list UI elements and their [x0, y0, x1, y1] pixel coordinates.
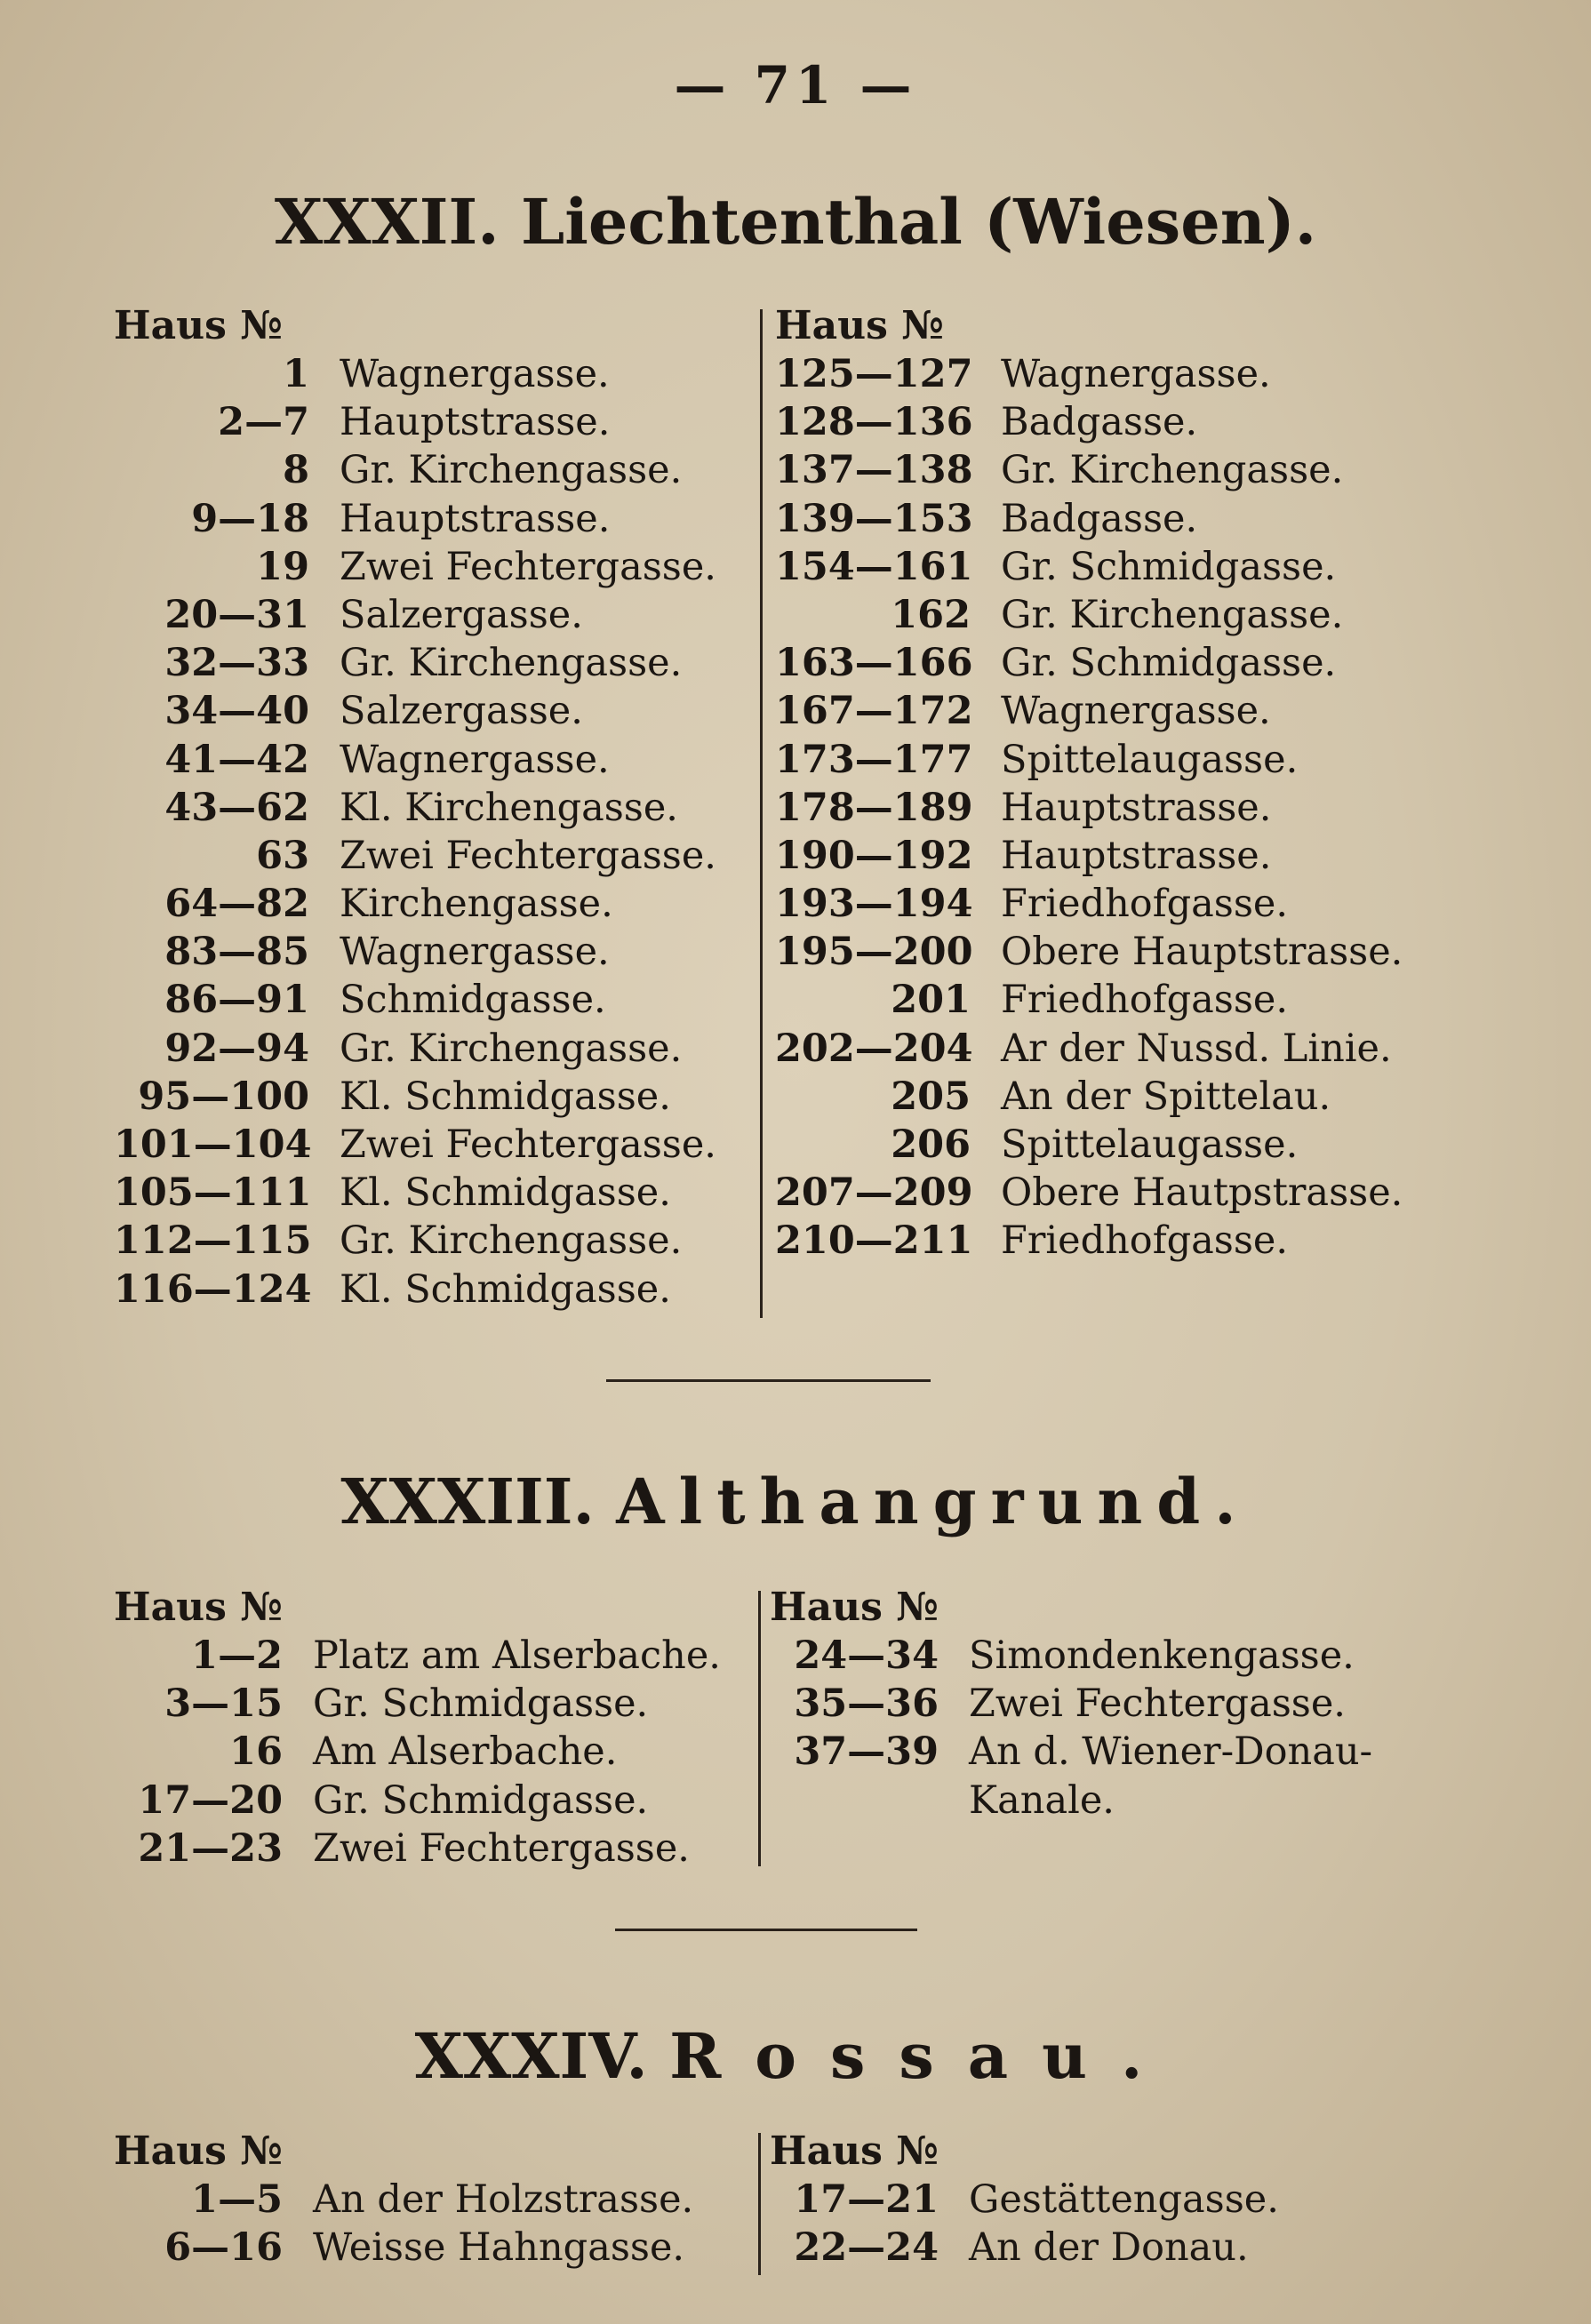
- house-number: 162: [891, 592, 971, 637]
- house-number: 22—24: [794, 2225, 939, 2271]
- page-number: — 71 —: [674, 55, 917, 116]
- street-name: Obere Hautpstrasse.: [1001, 1170, 1403, 1216]
- house-number: [770, 1777, 939, 1825]
- section-name: Althangrund.: [616, 1465, 1251, 1538]
- house-number: 173—177: [775, 737, 973, 782]
- street-name: Zwei Fechtergasse.: [313, 1825, 690, 1871]
- house-number: 112—115: [114, 1218, 312, 1264]
- house-row: [114, 832, 716, 880]
- house-row: [775, 976, 1403, 1024]
- house-list: [114, 1632, 721, 1873]
- house-row: [775, 398, 1403, 446]
- section-xxxiv-right-column: [770, 2128, 1279, 2272]
- house-row: [114, 2176, 693, 2224]
- column-divider: [758, 1591, 761, 1866]
- street-name: Gr. Kirchengasse.: [1001, 592, 1344, 637]
- section-xxxii-left-column: [114, 302, 716, 1314]
- house-row: [775, 1169, 1403, 1217]
- street-name: Spittelaugasse.: [1001, 737, 1299, 782]
- street-name: Wagnergasse.: [340, 352, 610, 396]
- house-row: [114, 1073, 716, 1121]
- house-number: 1—5: [191, 2177, 283, 2222]
- street-name: Hauptstrasse.: [340, 400, 611, 445]
- house-row: [775, 495, 1403, 543]
- house-number: 193—194: [775, 882, 973, 927]
- street-name: Gr. Kirchengasse.: [340, 1026, 683, 1071]
- house-row: [770, 1728, 1372, 1776]
- house-number: 154—161: [775, 544, 973, 589]
- house-number: 43—62: [164, 785, 309, 830]
- street-name: Gr. Kirchengasse.: [1001, 448, 1344, 493]
- house-row: [775, 928, 1403, 976]
- house-row: [114, 2224, 693, 2272]
- house-number: 9—18: [191, 496, 309, 541]
- house-list: [770, 1632, 1372, 1825]
- house-number: 125—127: [775, 352, 973, 396]
- house-row: [114, 1266, 716, 1314]
- column-header: Haus №: [770, 1585, 939, 1630]
- street-name: Zwei Fechtergasse.: [340, 1122, 716, 1167]
- house-row: [114, 543, 716, 591]
- house-number: 178—189: [775, 785, 973, 830]
- street-name: Badgasse.: [1001, 400, 1198, 445]
- street-name: Badgasse.: [1001, 496, 1198, 541]
- section-name: Rossau.: [669, 2019, 1177, 2093]
- house-number: 190—192: [775, 833, 973, 878]
- house-row: [114, 495, 716, 543]
- street-name: Wagnergasse.: [1001, 689, 1271, 734]
- house-row: [775, 736, 1403, 784]
- house-number: 3—15: [164, 1681, 283, 1727]
- house-number: 86—91: [164, 978, 309, 1023]
- house-number: 63: [256, 833, 309, 878]
- street-name: Weisse Hahngasse.: [313, 2225, 685, 2271]
- house-row: [114, 1825, 721, 1873]
- street-name: Kl. Kirchengasse.: [340, 785, 678, 830]
- street-name: Gr. Schmidgasse.: [313, 1681, 649, 1727]
- house-number: 2—7: [218, 400, 309, 445]
- column-header: Haus №: [114, 2128, 283, 2174]
- section-roman-numeral: XXXIV.: [414, 2019, 648, 2093]
- house-row: [114, 639, 716, 687]
- house-row: [114, 1777, 721, 1825]
- house-number: 8: [283, 448, 309, 493]
- house-row: [770, 2224, 1279, 2272]
- street-name: Wagnergasse.: [340, 737, 610, 782]
- street-name: Hauptstrasse.: [1001, 833, 1272, 878]
- house-row: [775, 832, 1403, 880]
- house-number: 17—21: [794, 2177, 939, 2222]
- street-name: Spittelaugasse.: [1001, 1122, 1299, 1167]
- house-number: 32—33: [164, 641, 309, 686]
- street-name: Gestättengasse.: [969, 2177, 1279, 2222]
- street-name: Hauptstrasse.: [340, 496, 611, 541]
- street-name: Kl. Schmidgasse.: [340, 1170, 671, 1216]
- column-header: Haus №: [114, 303, 283, 348]
- street-name: Gr. Schmidgasse.: [1001, 641, 1337, 686]
- house-number: 20—31: [164, 592, 309, 637]
- house-row: [114, 1025, 716, 1073]
- street-name: Gr. Kirchengasse.: [340, 448, 683, 493]
- house-row: [114, 1680, 721, 1728]
- house-row: [775, 1025, 1403, 1073]
- street-name: An der Spittelau.: [1001, 1074, 1331, 1119]
- house-number: 116—124: [114, 1266, 312, 1312]
- street-name: Friedhofgasse.: [1001, 882, 1289, 927]
- house-row: [775, 1121, 1403, 1169]
- house-number: 201: [891, 978, 971, 1023]
- street-name: Am Alserbache.: [313, 1729, 618, 1775]
- house-row: [114, 976, 716, 1024]
- house-row: [775, 784, 1403, 832]
- house-row: [775, 880, 1403, 928]
- house-row: [770, 2176, 1279, 2224]
- house-row: [114, 687, 716, 735]
- house-list: [114, 350, 716, 1314]
- street-name: Gr. Kirchengasse.: [340, 1218, 683, 1264]
- street-name: Friedhofgasse.: [1001, 1218, 1289, 1264]
- house-row: [114, 736, 716, 784]
- house-number: 21—23: [138, 1825, 283, 1871]
- house-list: [114, 2176, 693, 2272]
- house-number: 19: [256, 544, 309, 589]
- street-name: Zwei Fechtergasse.: [340, 833, 716, 878]
- house-row: [114, 1121, 716, 1169]
- house-row: [114, 880, 716, 928]
- column-divider: [760, 309, 763, 1318]
- house-number: 64—82: [164, 882, 309, 927]
- house-row: [775, 591, 1403, 639]
- street-name: Gr. Schmidgasse.: [1001, 544, 1337, 589]
- house-number: 1—2: [191, 1633, 283, 1678]
- section-roman-numeral: XXXIII.: [340, 1465, 595, 1538]
- house-number: 92—94: [164, 1026, 309, 1071]
- street-name: Platz am Alserbache.: [313, 1633, 721, 1678]
- column-divider: [758, 2133, 761, 2275]
- house-row: [775, 543, 1403, 591]
- street-name: Wagnergasse.: [1001, 352, 1271, 396]
- house-number: 101—104: [114, 1122, 312, 1167]
- house-number: 6—16: [164, 2225, 283, 2271]
- section-title-althangrund: [0, 1465, 1591, 1538]
- street-name: Zwei Fechtergasse.: [969, 1681, 1346, 1727]
- house-number: 105—111: [114, 1170, 312, 1216]
- house-number: 167—172: [775, 689, 973, 734]
- house-number: 83—85: [164, 930, 309, 975]
- house-row: [114, 1632, 721, 1680]
- house-row: [775, 687, 1403, 735]
- street-name: Zwei Fechtergasse.: [340, 544, 716, 589]
- house-row: [775, 350, 1403, 398]
- street-name: Gr. Schmidgasse.: [313, 1777, 649, 1823]
- section-xxxiii-left-column: [114, 1584, 721, 1873]
- street-name: Salzergasse.: [340, 689, 583, 734]
- house-row: [114, 591, 716, 639]
- section-separator: [606, 1379, 931, 1382]
- section-separator: [615, 1929, 917, 1931]
- house-number: 205: [891, 1074, 971, 1119]
- house-row: [114, 784, 716, 832]
- column-header: Haus №: [775, 303, 944, 348]
- street-name: Friedhofgasse.: [1001, 978, 1289, 1023]
- house-row: [114, 398, 716, 446]
- section-title-rossau: [0, 2019, 1591, 2093]
- section-xxxiii-right-column: [770, 1584, 1372, 1825]
- street-name: Hauptstrasse.: [1001, 785, 1272, 830]
- house-number: 1: [283, 352, 309, 396]
- house-row: [775, 446, 1403, 494]
- street-name: An d. Wiener-Donau-: [969, 1729, 1373, 1775]
- house-number: 210—211: [775, 1218, 973, 1264]
- street-name: Kl. Schmidgasse.: [340, 1074, 671, 1119]
- house-number: 202—204: [775, 1026, 973, 1071]
- street-name: An der Holzstrasse.: [313, 2177, 694, 2222]
- house-list: [775, 350, 1403, 1266]
- house-number: 139—153: [775, 496, 973, 541]
- street-name: Ar der Nussd. Linie.: [1001, 1026, 1392, 1071]
- house-number: 37—39: [794, 1729, 939, 1775]
- house-row: [770, 1632, 1372, 1680]
- section-xxxii-right-column: [775, 302, 1403, 1266]
- street-name: Kirchengasse.: [340, 882, 613, 927]
- house-row: [775, 639, 1403, 687]
- column-header: Haus №: [114, 1585, 283, 1630]
- street-name: Wagnergasse.: [340, 930, 610, 975]
- street-name: Kanale.: [969, 1777, 1115, 1823]
- house-list: [770, 2176, 1279, 2272]
- house-number: 207—209: [775, 1170, 973, 1216]
- house-row: [114, 1728, 721, 1776]
- house-number: 163—166: [775, 641, 973, 686]
- house-number: 41—42: [164, 737, 309, 782]
- house-number: 34—40: [164, 689, 309, 734]
- street-name: An der Donau.: [969, 2225, 1249, 2271]
- house-row: [114, 1217, 716, 1265]
- house-number: 17—20: [138, 1777, 283, 1823]
- house-number: 206: [891, 1122, 971, 1167]
- house-row: [114, 1169, 716, 1217]
- house-number: 16: [229, 1729, 283, 1775]
- house-number: 195—200: [775, 930, 973, 975]
- street-name: Gr. Kirchengasse.: [340, 641, 683, 686]
- house-row: [775, 1217, 1403, 1265]
- house-number: 24—34: [794, 1633, 939, 1678]
- house-number: 128—136: [775, 400, 973, 445]
- house-number: 137—138: [775, 448, 973, 493]
- street-name: Simondenkengasse.: [969, 1633, 1355, 1678]
- street-name: Obere Hauptstrasse.: [1001, 930, 1403, 975]
- house-row: [114, 350, 716, 398]
- column-header: Haus №: [770, 2128, 939, 2174]
- house-number: 95—100: [138, 1074, 309, 1119]
- house-row: [770, 1777, 1372, 1825]
- street-name: Kl. Schmidgasse.: [340, 1266, 671, 1312]
- street-name: Schmidgasse.: [340, 978, 606, 1023]
- house-row: [114, 928, 716, 976]
- section-xxxiv-left-column: [114, 2128, 693, 2272]
- house-row: [770, 1680, 1372, 1728]
- house-row: [114, 446, 716, 494]
- house-row: [775, 1073, 1403, 1121]
- street-name: Salzergasse.: [340, 592, 583, 637]
- section-title-liechtenthal: XXXII. Liechtenthal (Wiesen).: [274, 185, 1317, 259]
- house-number: 35—36: [794, 1681, 939, 1727]
